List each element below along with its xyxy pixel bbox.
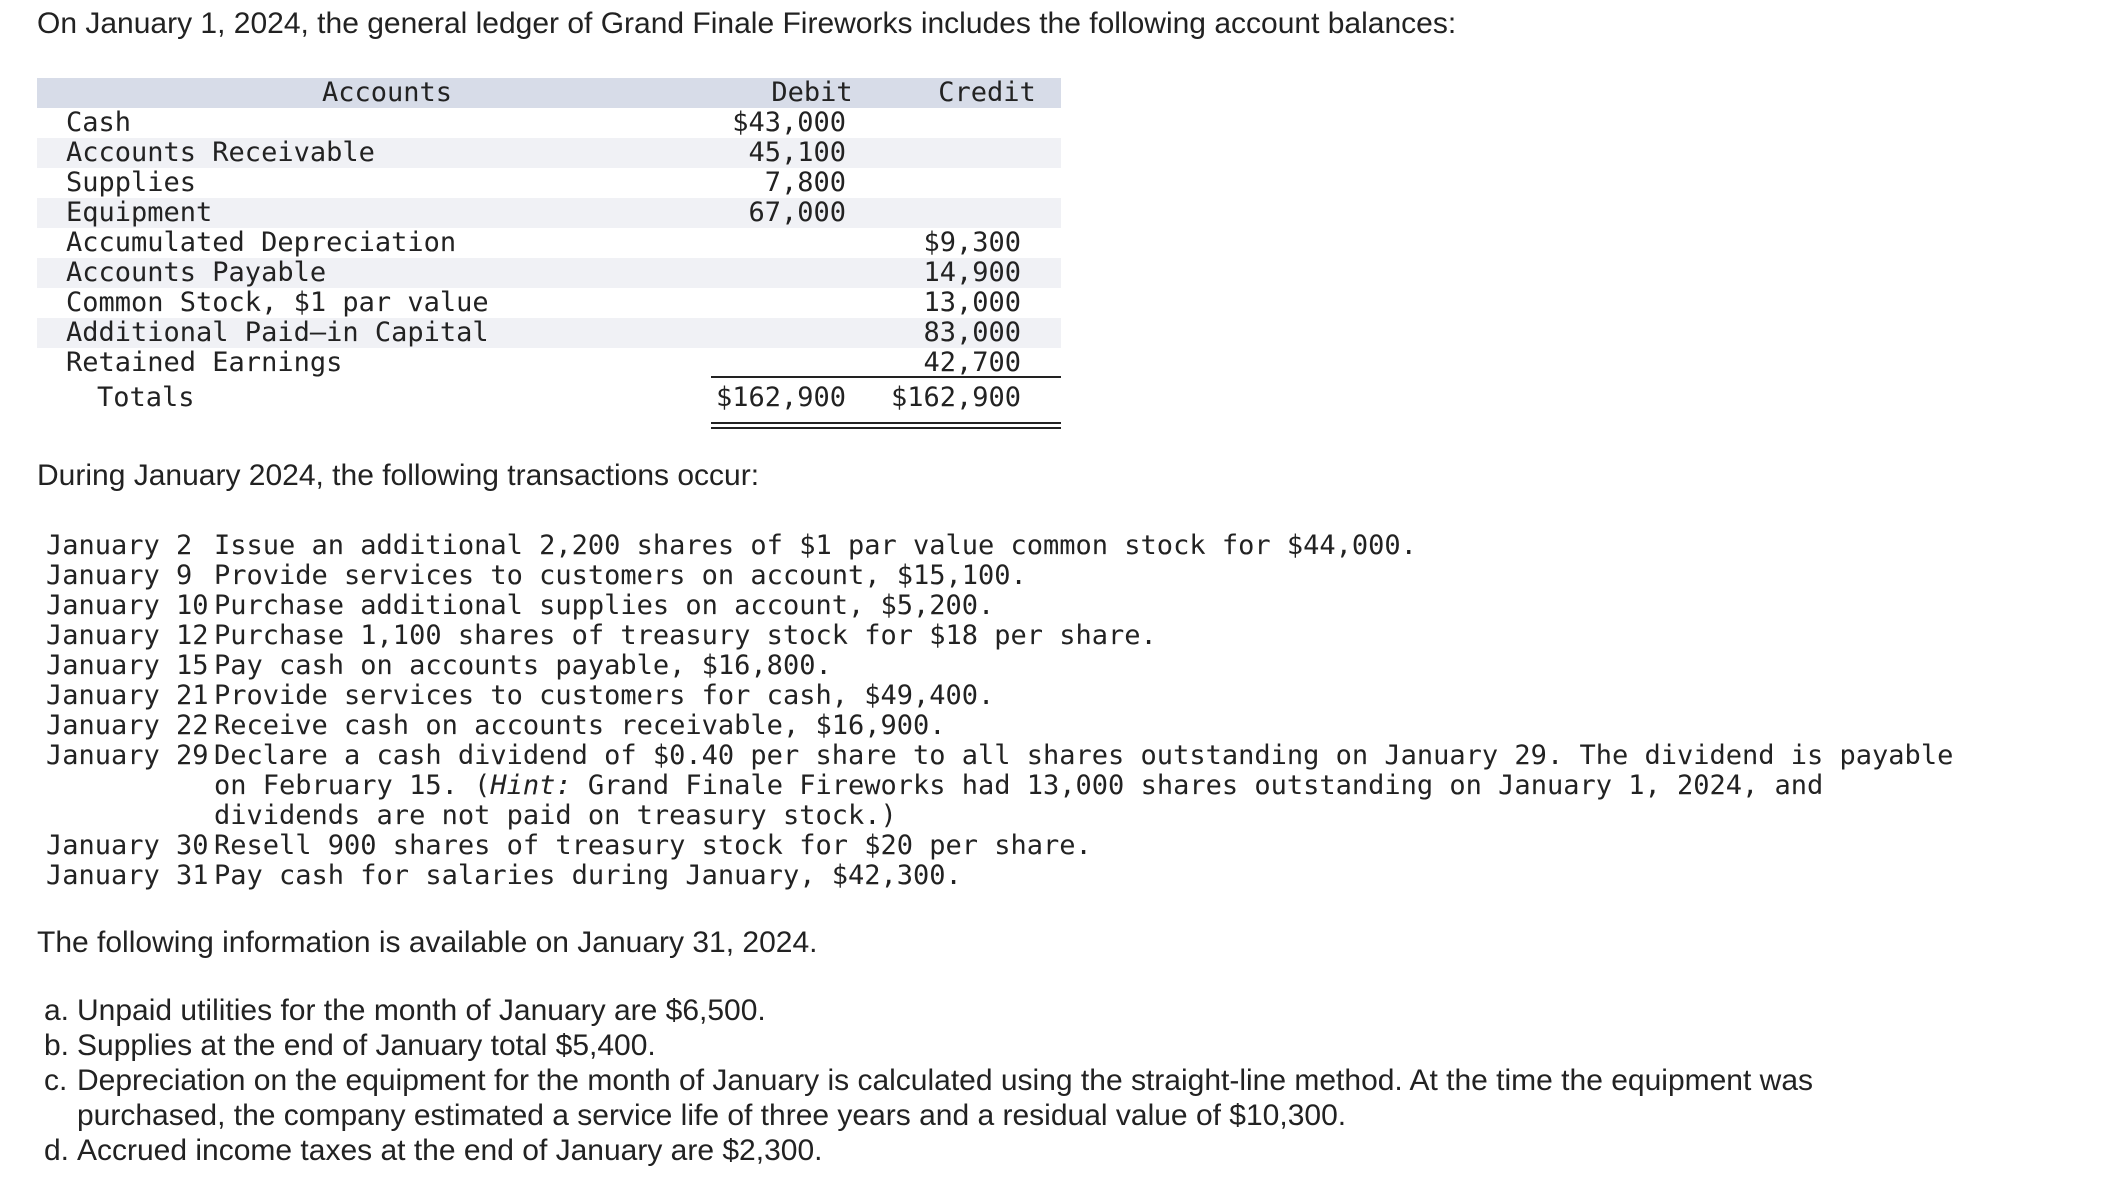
total-credit: $162,900 (890, 382, 1021, 413)
transaction-date: January 10 (46, 590, 209, 621)
totals-row (37, 378, 1061, 418)
list-item (46, 831, 1954, 861)
transaction-description (214, 741, 1954, 831)
transaction-description (214, 831, 1954, 861)
item-line: purchased, the company estimated a service life of three years and a residual value of $10,300. (77, 1099, 1347, 1132)
account-name: Retained Earnings (66, 347, 343, 378)
account-name: Additional Paid–in Capital (66, 317, 489, 348)
transaction-date: January 30 (46, 830, 209, 861)
item-line: Depreciation on the equipment for the month of January is calculated using the straight-line method. At the time the equipment was (77, 1064, 1814, 1097)
hint-label: Hint: (490, 770, 572, 801)
list-item (44, 1133, 1813, 1168)
totals-top-rule (711, 376, 1061, 378)
description-line: Issue an additional 2,200 shares of $1 par value common stock for $44,000. (214, 530, 1417, 561)
totals-double-rule (711, 422, 1061, 429)
debit-value: $43,000 (732, 107, 846, 138)
account-name: Supplies (66, 167, 197, 198)
credit-value: 42,700 (923, 347, 1021, 378)
transaction-date: January 29 (46, 740, 209, 771)
transactions-heading: During January 2024, the following transactions occur: (37, 459, 760, 492)
table-row (37, 348, 1061, 378)
debit-value: 45,100 (748, 137, 846, 168)
item-label: d. (44, 1134, 70, 1167)
transaction-description (214, 861, 1954, 891)
item-text (77, 993, 766, 1028)
info-heading: The following information is available on January 31, 2024. (37, 926, 818, 959)
hint-text: Grand Finale Fireworks had 13,000 shares outstanding on January 1, 2024, and (571, 770, 1824, 801)
intro-paragraph: On January 1, 2024, the general ledger of Grand Finale Fireworks includes the following account balances: (37, 7, 1457, 40)
transaction-description (214, 531, 1954, 561)
transaction-date: January 9 (46, 560, 193, 591)
credit-value: 13,000 (923, 287, 1021, 318)
item-label: a. (44, 994, 70, 1027)
list-item (46, 681, 1954, 711)
table-row (37, 288, 1061, 318)
account-name: Accounts Receivable (66, 137, 375, 168)
description-line: Purchase 1,100 shares of treasury stock for $18 per share. (214, 620, 1157, 651)
list-item (46, 741, 1954, 831)
trial-balance-table (37, 78, 1061, 418)
item-text (77, 1028, 656, 1063)
list-item (46, 861, 1954, 891)
item-text (77, 1133, 822, 1168)
header-accounts: Accounts (321, 77, 453, 108)
transaction-description (214, 681, 1954, 711)
transaction-description (214, 651, 1954, 681)
account-name: Accumulated Depreciation (66, 227, 457, 258)
item-line: Supplies at the end of January total $5,400. (77, 1029, 656, 1062)
item-label: c. (44, 1064, 68, 1097)
description-line: Provide services to customers on account, $15,100. (214, 560, 1027, 591)
description-line: Resell 900 shares of treasury stock for $20 per share. (214, 830, 1092, 861)
transaction-description (214, 561, 1954, 591)
table-row (37, 198, 1061, 228)
transactions-list (46, 531, 1954, 891)
description-line: Pay cash for salaries during January, $42,300. (214, 860, 962, 891)
table-row (37, 138, 1061, 168)
table-row (37, 168, 1061, 198)
info-list (44, 993, 1813, 1168)
credit-value: 14,900 (923, 257, 1021, 288)
item-text (77, 1063, 1813, 1133)
list-item (46, 711, 1954, 741)
account-name: Equipment (66, 197, 213, 228)
table-row (37, 228, 1061, 258)
transaction-date: January 12 (46, 620, 209, 651)
transaction-date: January 2 (46, 530, 193, 561)
table-row (37, 108, 1061, 138)
total-debit: $162,900 (715, 382, 846, 413)
transaction-date: January 22 (46, 710, 209, 741)
description-line: Declare a cash dividend of $0.40 per share to all shares outstanding on January 29. The dividend is payable (214, 740, 1954, 771)
header-credit: Credit (938, 77, 1036, 108)
header-debit: Debit (771, 77, 853, 108)
account-name: Accounts Payable (66, 257, 327, 288)
transaction-date: January 15 (46, 650, 209, 681)
list-item (44, 1028, 1813, 1063)
table-header-row (37, 78, 1061, 108)
list-item (44, 993, 1813, 1028)
transaction-date: January 31 (46, 860, 209, 891)
debit-value: 7,800 (764, 167, 846, 198)
description-line: Receive cash on accounts receivable, $16,900. (214, 710, 946, 741)
table-row (37, 318, 1061, 348)
credit-value: 83,000 (923, 317, 1021, 348)
description-line: dividends are not paid on treasury stock.) (214, 800, 897, 831)
description-line: Purchase additional supplies on account, $5,200. (214, 590, 995, 621)
credit-value: $9,300 (923, 227, 1021, 258)
transaction-description (214, 711, 1954, 741)
totals-label: Totals (97, 382, 195, 413)
description-line: Provide services to customers for cash, $49,400. (214, 680, 995, 711)
item-line: Accrued income taxes at the end of January are $2,300. (77, 1134, 823, 1167)
account-name: Common Stock, $1 par value (66, 287, 489, 318)
hint-prefix: on February 15. ( (214, 770, 491, 801)
item-line: Unpaid utilities for the month of January are $6,500. (77, 994, 766, 1027)
list-item (44, 1063, 1813, 1133)
list-item (46, 621, 1954, 651)
list-item (46, 531, 1954, 561)
item-label: b. (44, 1029, 70, 1062)
description-line: Pay cash on accounts payable, $16,800. (214, 650, 832, 681)
transaction-description (214, 621, 1954, 651)
list-item (46, 561, 1954, 591)
list-item (46, 651, 1954, 681)
table-row (37, 258, 1061, 288)
list-item (46, 591, 1954, 621)
account-name: Cash (66, 107, 132, 138)
debit-value: 67,000 (748, 197, 846, 228)
description-line (214, 771, 1954, 801)
transaction-description (214, 591, 1954, 621)
transaction-date: January 21 (46, 680, 209, 711)
